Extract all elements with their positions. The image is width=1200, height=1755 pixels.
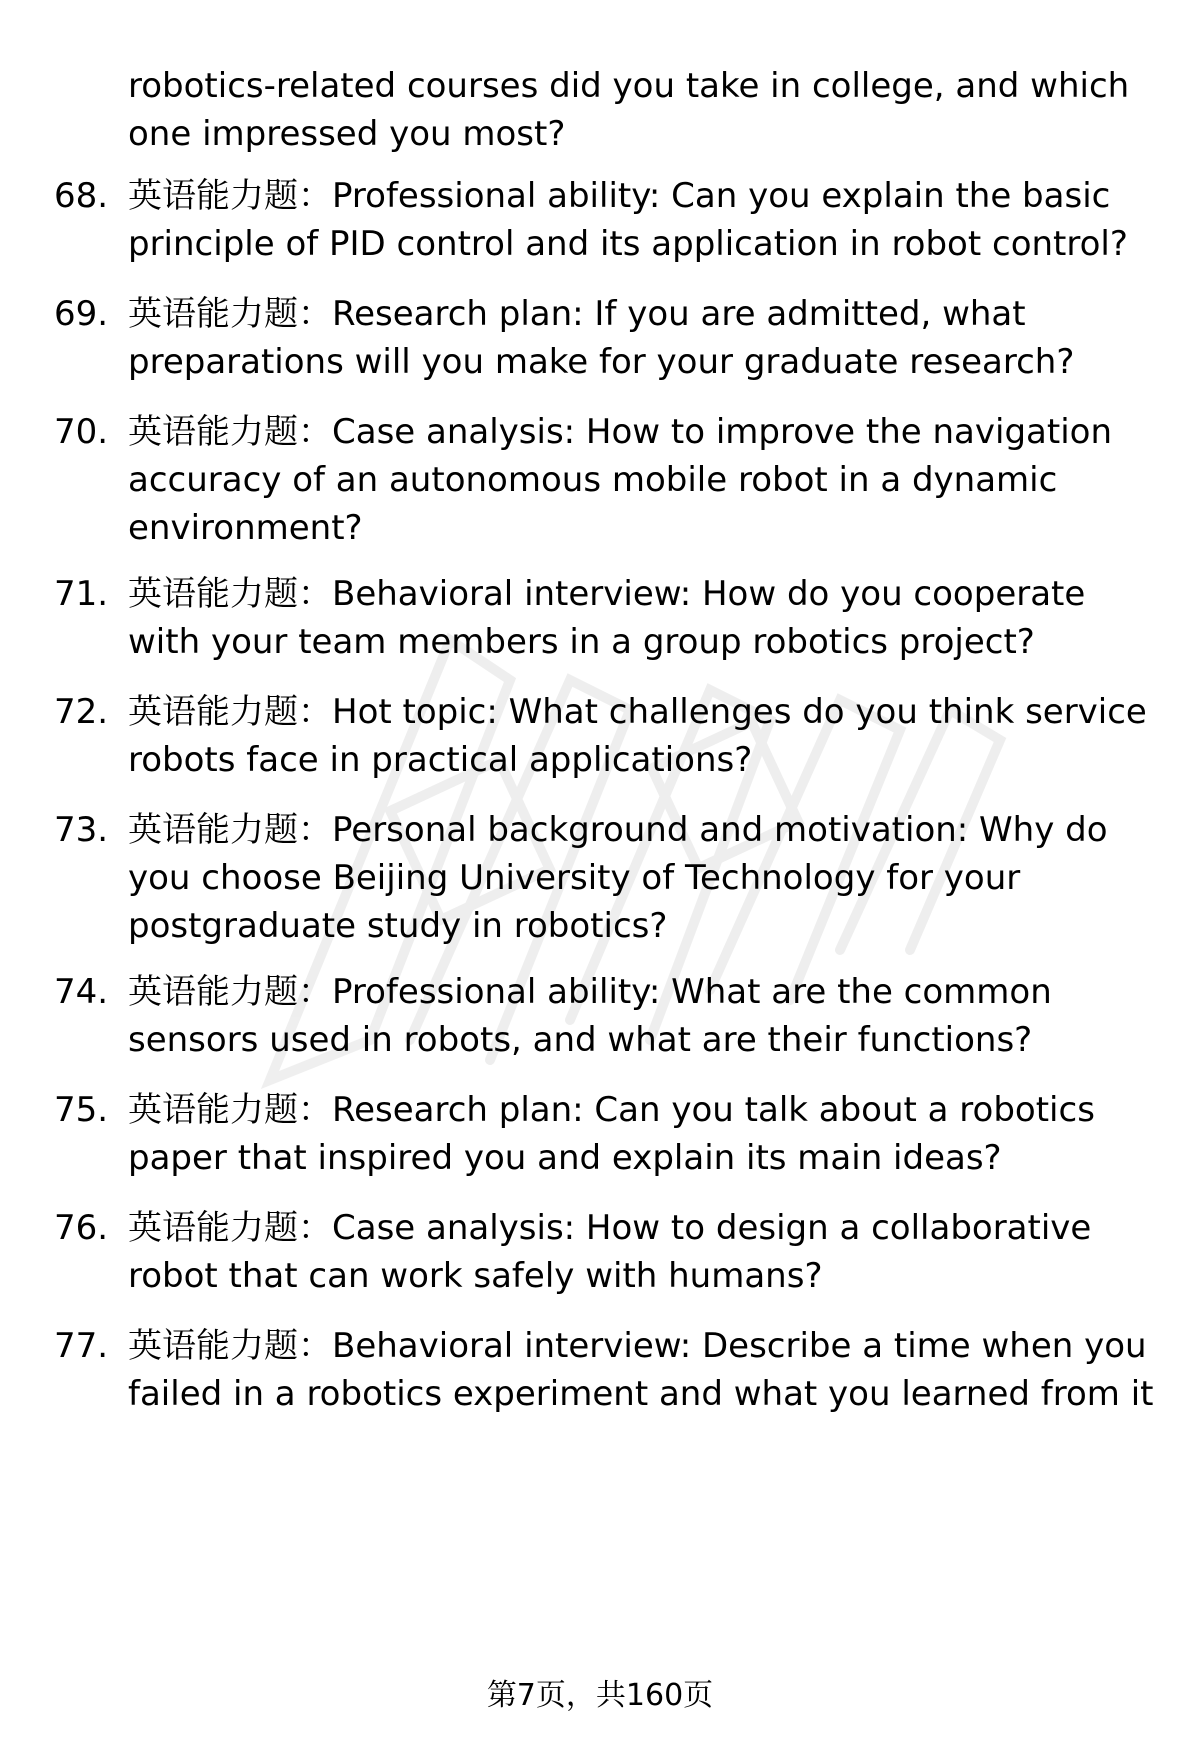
question-number: 71. — [54, 574, 109, 614]
question-number: 73. — [54, 810, 109, 850]
question-text: 英语能力题：Behavioral interview: Describe a time when you failed in a robotics experiment and what you learned from it — [128, 1326, 1154, 1414]
question-text: 英语能力题：Case analysis: How to design a collaborative robot that can work safely with humans? — [128, 1208, 1092, 1296]
question-text: 英语能力题：Behavioral interview: How do you cooperate with your team members in a group robotics project? — [128, 574, 1086, 662]
question-number: 68. — [54, 176, 109, 216]
question-text: 英语能力题：Research plan: If you are admitted, what preparations will you make for your graduate research? — [128, 294, 1075, 382]
question-continuation: robotics-related courses did you take in college, and which one impressed you most? — [128, 66, 1130, 154]
question-text: 英语能力题：Case analysis: How to improve the navigation accuracy of an autonomous mobile robot in a dynamic environment? — [128, 412, 1112, 548]
question-number: 69. — [54, 294, 109, 334]
page-footer: 第7页，共160页 — [486, 1678, 714, 1713]
question-text: 英语能力题：Personal background and motivation: Why do you choose Beijing University of Technology for your postgraduate study in robotics? — [128, 810, 1108, 946]
question-text: 英语能力题：Hot topic: What challenges do you think service robots face in practical applications? — [128, 692, 1147, 780]
question-text: 英语能力题：Research plan: Can you talk about a robotics paper that inspired you and explain its main ideas? — [128, 1090, 1095, 1178]
question-number: 76. — [54, 1208, 109, 1248]
question-number: 74. — [54, 972, 109, 1012]
question-number: 75. — [54, 1090, 109, 1130]
question-number: 77. — [54, 1326, 109, 1366]
question-text: 英语能力题：Professional ability: Can you explain the basic principle of PID control and its application in robot control? — [128, 176, 1128, 264]
question-text: 英语能力题：Professional ability: What are the common sensors used in robots, and what are their functions? — [128, 972, 1052, 1060]
question-number: 72. — [54, 692, 109, 732]
question-number: 70. — [54, 412, 109, 452]
